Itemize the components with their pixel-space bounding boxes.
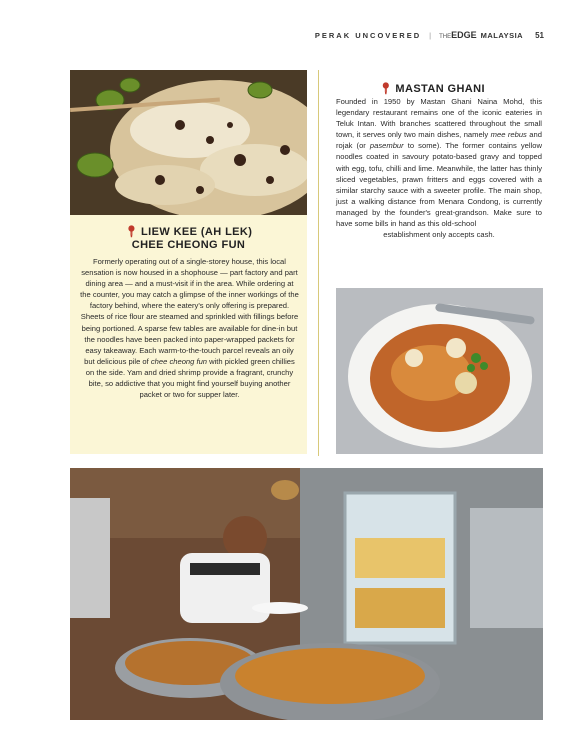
liew-kee-heading: [70, 226, 307, 252]
brand-the: THE: [439, 34, 452, 40]
map-pin-icon: 📍︎: [124, 226, 140, 238]
liew-kee-title-line2: CHEE CHEONG FUN: [131, 239, 246, 251]
chee-cheong-fun-photo: [70, 70, 307, 215]
brand-country: MALAYSIA: [480, 31, 524, 40]
brand-logo: [439, 30, 523, 40]
column-divider: [318, 70, 319, 456]
mastan-ghani-body: Founded in 1950 by Mastan Ghani Naina Mohd, this legendary restaurant remains one of the iconic eateries in Teluk Intan. With branches scattered throughout the small town, it serves only two main dishes, namely mee rebus and rojak (or pasembur to some). The former contains yellow noodles coated in savoury potato-based gravy and topped with egg, tofu, chilli and lime. Meanwhile, the latter has thinly sliced vegetables, prawn fritters and eggs covered with a similar starchy sauce with a sweeter profile. The main shop, just a walking distance from Menara Condong, is currently managed by the founder's great-grandson. Make sure to have some bills in hand as this old-school establishment only accepts cash.: [336, 97, 542, 240]
mastan-ghani-kitchen-photo: [70, 468, 543, 720]
page-number: 51: [535, 30, 544, 40]
brand-edge: EDGE: [451, 30, 477, 40]
section-title: PERAK UNCOVERED: [314, 30, 422, 40]
mastan-ghani-body-last: establishment only accepts cash.: [383, 230, 495, 240]
header-separator: |: [429, 30, 432, 40]
mee-rebus-illustration: [336, 288, 543, 454]
mastan-ghani-heading: [322, 83, 542, 96]
chee-cheong-fun-illustration: [70, 70, 307, 215]
liew-kee-title-line1: LIEW KEE (AH LEK): [141, 226, 253, 238]
liew-kee-body: Formerly operating out of a single-storey house, this local sensation is now housed in a shophouse — part factory and part dining area — and a must-visit if in the area. While ordering at the counter, you may catch a glimpse of the inner workings of the factory behind, where the eatery's only offering is prepared. Sheets of rice flour are steamed and sprinkled with fillings before being portioned. A sparse few tables are available for dine-in but the noodles have been packed into paper-wrapped packets for easy takeaway. Each warm-to-the-touch parcel reveals an oily but delicious pile of chee cheong fun with pickled green chillies on the side. Yam and dried shrimp provide a fragrant, crunchy bite, so addictive that you might find yourself buying another packet or two for supper later.: [80, 257, 299, 400]
map-pin-icon: 📍︎: [379, 83, 394, 95]
liew-kee-panel: [70, 70, 307, 454]
mastan-ghani-title: MASTAN GHANI: [395, 83, 485, 95]
page-header: [315, 28, 544, 42]
kitchen-illustration: [70, 468, 543, 720]
mee-rebus-photo: [336, 288, 543, 454]
